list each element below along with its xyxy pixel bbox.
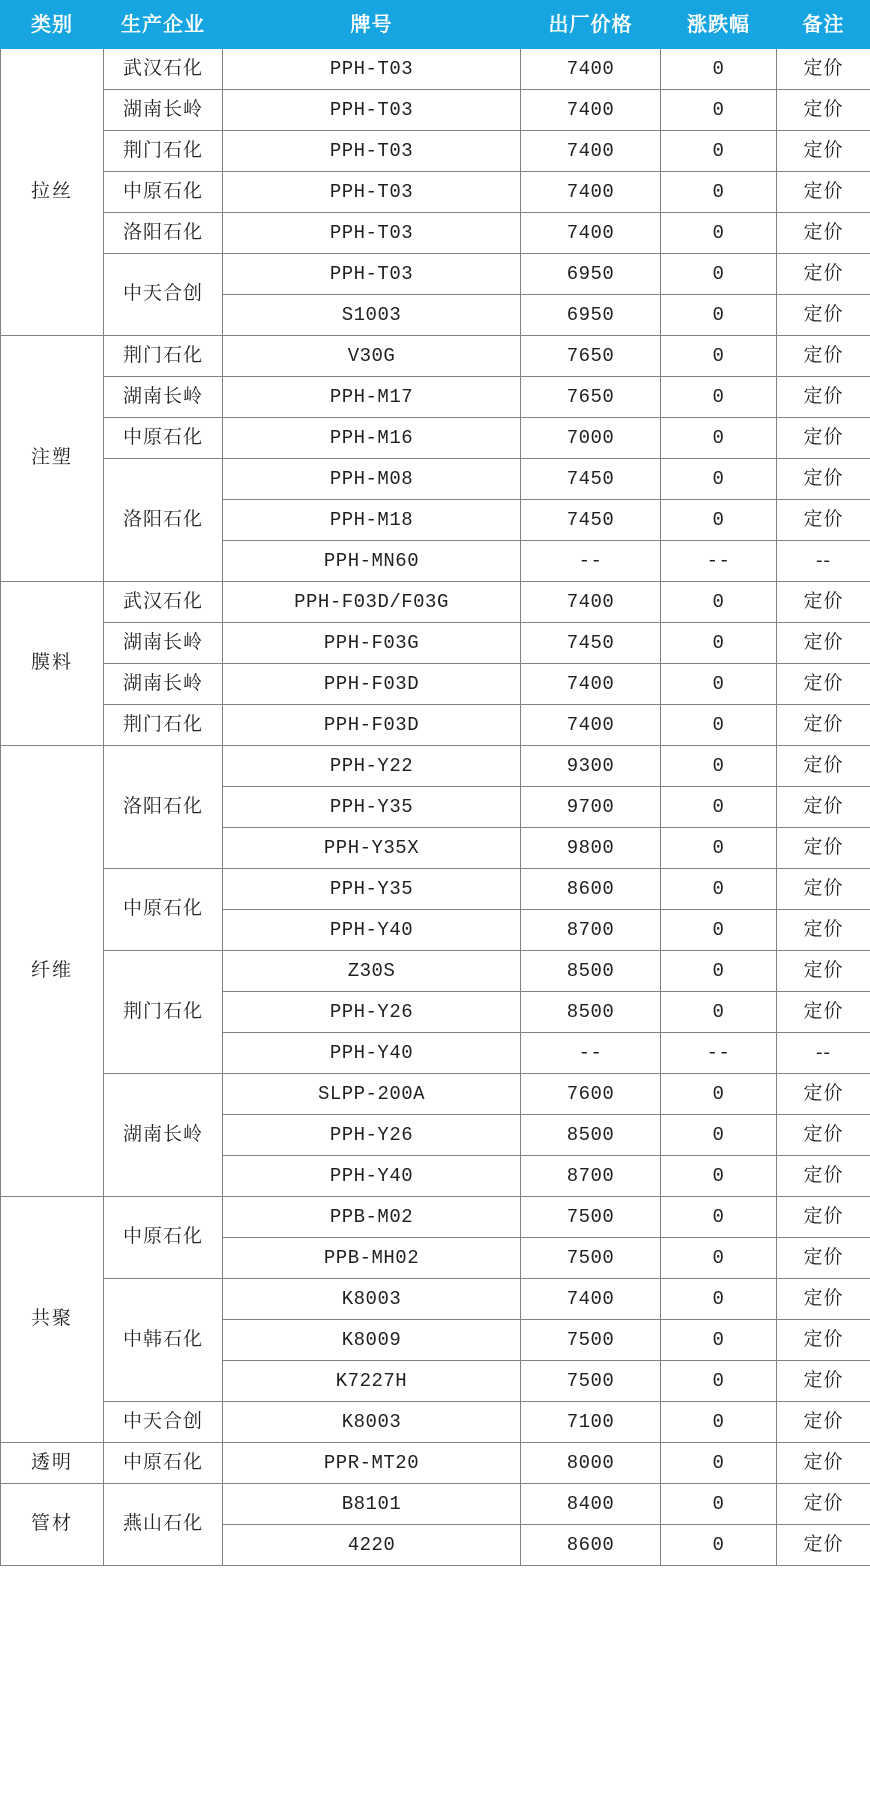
table-row xyxy=(1,1197,870,1238)
enterprise-cell: 荆门石化 xyxy=(104,705,223,746)
change-cell: 0 xyxy=(661,90,777,131)
grade-cell: PPH-T03 xyxy=(223,49,521,90)
enterprise-cell: 中天合创 xyxy=(104,254,223,336)
enterprise-cell: 中韩石化 xyxy=(104,1279,223,1402)
enterprise-cell: 洛阳石化 xyxy=(104,213,223,254)
grade-cell: K7227H xyxy=(223,1361,521,1402)
change-cell: 0 xyxy=(661,992,777,1033)
price-cell: 7450 xyxy=(521,500,661,541)
grade-cell: PPH-T03 xyxy=(223,131,521,172)
change-cell: 0 xyxy=(661,1484,777,1525)
note-cell: 定价 xyxy=(777,1238,870,1279)
enterprise-cell: 荆门石化 xyxy=(104,131,223,172)
table-row xyxy=(1,336,870,377)
change-cell: 0 xyxy=(661,787,777,828)
price-cell: 7450 xyxy=(521,623,661,664)
price-cell: 7500 xyxy=(521,1361,661,1402)
change-cell: 0 xyxy=(661,828,777,869)
change-cell: 0 xyxy=(661,951,777,992)
note-cell: 定价 xyxy=(777,336,870,377)
table-row xyxy=(1,951,870,992)
grade-cell: PPH-Y35X xyxy=(223,828,521,869)
change-cell: 0 xyxy=(661,295,777,336)
price-cell: 7400 xyxy=(521,131,661,172)
table-row xyxy=(1,705,870,746)
note-cell: 定价 xyxy=(777,1279,870,1320)
grade-cell: V30G xyxy=(223,336,521,377)
grade-cell: PPH-T03 xyxy=(223,172,521,213)
table-row xyxy=(1,1484,870,1525)
enterprise-cell: 武汉石化 xyxy=(104,582,223,623)
note-cell: -- xyxy=(777,1033,870,1074)
enterprise-cell: 湖南长岭 xyxy=(104,377,223,418)
change-cell: 0 xyxy=(661,910,777,951)
table-row xyxy=(1,664,870,705)
note-cell: 定价 xyxy=(777,377,870,418)
note-cell: 定价 xyxy=(777,869,870,910)
column-header-grade: 牌号 xyxy=(223,1,521,49)
change-cell: 0 xyxy=(661,1443,777,1484)
note-cell: -- xyxy=(777,541,870,582)
price-cell: 7500 xyxy=(521,1238,661,1279)
grade-cell: PPB-M02 xyxy=(223,1197,521,1238)
enterprise-cell: 洛阳石化 xyxy=(104,459,223,582)
change-cell: 0 xyxy=(661,746,777,787)
price-cell: -- xyxy=(521,541,661,582)
enterprise-cell: 湖南长岭 xyxy=(104,90,223,131)
note-cell: 定价 xyxy=(777,992,870,1033)
note-cell: 定价 xyxy=(777,254,870,295)
change-cell: 0 xyxy=(661,172,777,213)
price-cell: 7400 xyxy=(521,705,661,746)
change-cell: 0 xyxy=(661,254,777,295)
enterprise-cell: 中原石化 xyxy=(104,418,223,459)
note-cell: 定价 xyxy=(777,623,870,664)
change-cell: -- xyxy=(661,541,777,582)
grade-cell: PPH-T03 xyxy=(223,254,521,295)
price-cell: 7400 xyxy=(521,90,661,131)
note-cell: 定价 xyxy=(777,1402,870,1443)
grade-cell: PPH-Y26 xyxy=(223,1115,521,1156)
table-row xyxy=(1,869,870,910)
grade-cell: PPR-MT20 xyxy=(223,1443,521,1484)
change-cell: 0 xyxy=(661,336,777,377)
price-cell: 6950 xyxy=(521,295,661,336)
note-cell: 定价 xyxy=(777,1443,870,1484)
price-cell: 7500 xyxy=(521,1320,661,1361)
grade-cell: PPH-T03 xyxy=(223,90,521,131)
table-header xyxy=(1,1,870,49)
grade-cell: PPH-Y22 xyxy=(223,746,521,787)
change-cell: 0 xyxy=(661,213,777,254)
table-row xyxy=(1,49,870,90)
table-header-row xyxy=(1,1,870,49)
enterprise-cell: 荆门石化 xyxy=(104,951,223,1074)
price-cell: 6950 xyxy=(521,254,661,295)
grade-cell: PPH-MN60 xyxy=(223,541,521,582)
price-cell: 7650 xyxy=(521,377,661,418)
change-cell: 0 xyxy=(661,869,777,910)
change-cell: 0 xyxy=(661,1361,777,1402)
table-row xyxy=(1,254,870,295)
price-cell: 7400 xyxy=(521,213,661,254)
note-cell: 定价 xyxy=(777,295,870,336)
note-cell: 定价 xyxy=(777,705,870,746)
note-cell: 定价 xyxy=(777,1197,870,1238)
price-cell: 9700 xyxy=(521,787,661,828)
enterprise-cell: 中原石化 xyxy=(104,1197,223,1279)
note-cell: 定价 xyxy=(777,1156,870,1197)
grade-cell: PPH-Y35 xyxy=(223,869,521,910)
table-row xyxy=(1,131,870,172)
enterprise-cell: 湖南长岭 xyxy=(104,1074,223,1197)
table-body xyxy=(1,49,870,1566)
change-cell: 0 xyxy=(661,1197,777,1238)
category-cell: 管材 xyxy=(1,1484,104,1566)
grade-cell: PPH-M16 xyxy=(223,418,521,459)
enterprise-cell: 洛阳石化 xyxy=(104,746,223,869)
note-cell: 定价 xyxy=(777,1484,870,1525)
grade-cell: PPH-F03D xyxy=(223,664,521,705)
grade-cell: PPH-T03 xyxy=(223,213,521,254)
change-cell: 0 xyxy=(661,500,777,541)
change-cell: 0 xyxy=(661,705,777,746)
table-row xyxy=(1,418,870,459)
table-row xyxy=(1,1074,870,1115)
table-row xyxy=(1,213,870,254)
grade-cell: PPH-Y40 xyxy=(223,1033,521,1074)
note-cell: 定价 xyxy=(777,910,870,951)
table-row xyxy=(1,172,870,213)
enterprise-cell: 中原石化 xyxy=(104,869,223,951)
grade-cell: PPH-Y35 xyxy=(223,787,521,828)
table-row xyxy=(1,90,870,131)
price-cell: 8500 xyxy=(521,1115,661,1156)
price-cell: 7400 xyxy=(521,582,661,623)
table-row xyxy=(1,377,870,418)
change-cell: 0 xyxy=(661,623,777,664)
column-header-note: 备注 xyxy=(777,1,870,49)
price-cell: 7500 xyxy=(521,1197,661,1238)
enterprise-cell: 中天合创 xyxy=(104,1402,223,1443)
grade-cell: Z30S xyxy=(223,951,521,992)
category-cell: 拉丝 xyxy=(1,49,104,336)
price-cell: -- xyxy=(521,1033,661,1074)
grade-cell: K8009 xyxy=(223,1320,521,1361)
table-row xyxy=(1,746,870,787)
change-cell: 0 xyxy=(661,131,777,172)
note-cell: 定价 xyxy=(777,582,870,623)
price-cell: 8500 xyxy=(521,992,661,1033)
price-cell: 7400 xyxy=(521,664,661,705)
table-row xyxy=(1,459,870,500)
column-header-change: 涨跌幅 xyxy=(661,1,777,49)
note-cell: 定价 xyxy=(777,1074,870,1115)
enterprise-cell: 湖南长岭 xyxy=(104,623,223,664)
price-cell: 8600 xyxy=(521,869,661,910)
table-row xyxy=(1,1279,870,1320)
category-cell: 共聚 xyxy=(1,1197,104,1443)
change-cell: 0 xyxy=(661,1156,777,1197)
grade-cell: PPH-F03D/F03G xyxy=(223,582,521,623)
category-cell: 透明 xyxy=(1,1443,104,1484)
price-cell: 8500 xyxy=(521,951,661,992)
table-row xyxy=(1,1443,870,1484)
enterprise-cell: 中原石化 xyxy=(104,1443,223,1484)
change-cell: 0 xyxy=(661,418,777,459)
note-cell: 定价 xyxy=(777,49,870,90)
grade-cell: PPH-F03D xyxy=(223,705,521,746)
grade-cell: PPH-Y26 xyxy=(223,992,521,1033)
enterprise-cell: 湖南长岭 xyxy=(104,664,223,705)
table-row xyxy=(1,1402,870,1443)
change-cell: 0 xyxy=(661,1279,777,1320)
note-cell: 定价 xyxy=(777,746,870,787)
price-cell: 8600 xyxy=(521,1525,661,1566)
note-cell: 定价 xyxy=(777,664,870,705)
grade-cell: B8101 xyxy=(223,1484,521,1525)
enterprise-cell: 中原石化 xyxy=(104,172,223,213)
column-header-enterprise: 生产企业 xyxy=(104,1,223,49)
price-cell: 8700 xyxy=(521,1156,661,1197)
price-cell: 7000 xyxy=(521,418,661,459)
note-cell: 定价 xyxy=(777,787,870,828)
change-cell: 0 xyxy=(661,1238,777,1279)
price-cell: 7450 xyxy=(521,459,661,500)
change-cell: 0 xyxy=(661,377,777,418)
price-cell: 7600 xyxy=(521,1074,661,1115)
price-cell: 7400 xyxy=(521,1279,661,1320)
note-cell: 定价 xyxy=(777,1115,870,1156)
note-cell: 定价 xyxy=(777,951,870,992)
grade-cell: S1003 xyxy=(223,295,521,336)
enterprise-cell: 荆门石化 xyxy=(104,336,223,377)
grade-cell: SLPP-200A xyxy=(223,1074,521,1115)
grade-cell: K8003 xyxy=(223,1402,521,1443)
column-header-category: 类别 xyxy=(1,1,104,49)
note-cell: 定价 xyxy=(777,459,870,500)
grade-cell: 4220 xyxy=(223,1525,521,1566)
grade-cell: PPB-MH02 xyxy=(223,1238,521,1279)
grade-cell: PPH-M08 xyxy=(223,459,521,500)
note-cell: 定价 xyxy=(777,828,870,869)
grade-cell: PPH-M17 xyxy=(223,377,521,418)
price-cell: 7650 xyxy=(521,336,661,377)
note-cell: 定价 xyxy=(777,172,870,213)
change-cell: 0 xyxy=(661,1402,777,1443)
change-cell: 0 xyxy=(661,459,777,500)
grade-cell: K8003 xyxy=(223,1279,521,1320)
change-cell: 0 xyxy=(661,582,777,623)
grade-cell: PPH-Y40 xyxy=(223,910,521,951)
category-cell: 纤维 xyxy=(1,746,104,1197)
grade-cell: PPH-Y40 xyxy=(223,1156,521,1197)
note-cell: 定价 xyxy=(777,213,870,254)
price-cell: 8400 xyxy=(521,1484,661,1525)
price-cell: 8700 xyxy=(521,910,661,951)
enterprise-cell: 燕山石化 xyxy=(104,1484,223,1566)
category-cell: 注塑 xyxy=(1,336,104,582)
change-cell: 0 xyxy=(661,1115,777,1156)
price-cell: 9300 xyxy=(521,746,661,787)
table-row xyxy=(1,623,870,664)
change-cell: 0 xyxy=(661,1525,777,1566)
category-cell: 膜料 xyxy=(1,582,104,746)
grade-cell: PPH-F03G xyxy=(223,623,521,664)
note-cell: 定价 xyxy=(777,500,870,541)
note-cell: 定价 xyxy=(777,90,870,131)
note-cell: 定价 xyxy=(777,1361,870,1402)
change-cell: -- xyxy=(661,1033,777,1074)
change-cell: 0 xyxy=(661,49,777,90)
change-cell: 0 xyxy=(661,1320,777,1361)
price-cell: 7100 xyxy=(521,1402,661,1443)
change-cell: 0 xyxy=(661,664,777,705)
change-cell: 0 xyxy=(661,1074,777,1115)
enterprise-cell: 武汉石化 xyxy=(104,49,223,90)
price-cell: 9800 xyxy=(521,828,661,869)
note-cell: 定价 xyxy=(777,418,870,459)
price-cell: 8000 xyxy=(521,1443,661,1484)
grade-cell: PPH-M18 xyxy=(223,500,521,541)
column-header-price: 出厂价格 xyxy=(521,1,661,49)
table-row xyxy=(1,582,870,623)
note-cell: 定价 xyxy=(777,1525,870,1566)
note-cell: 定价 xyxy=(777,1320,870,1361)
price-cell: 7400 xyxy=(521,49,661,90)
note-cell: 定价 xyxy=(777,131,870,172)
price-cell: 7400 xyxy=(521,172,661,213)
